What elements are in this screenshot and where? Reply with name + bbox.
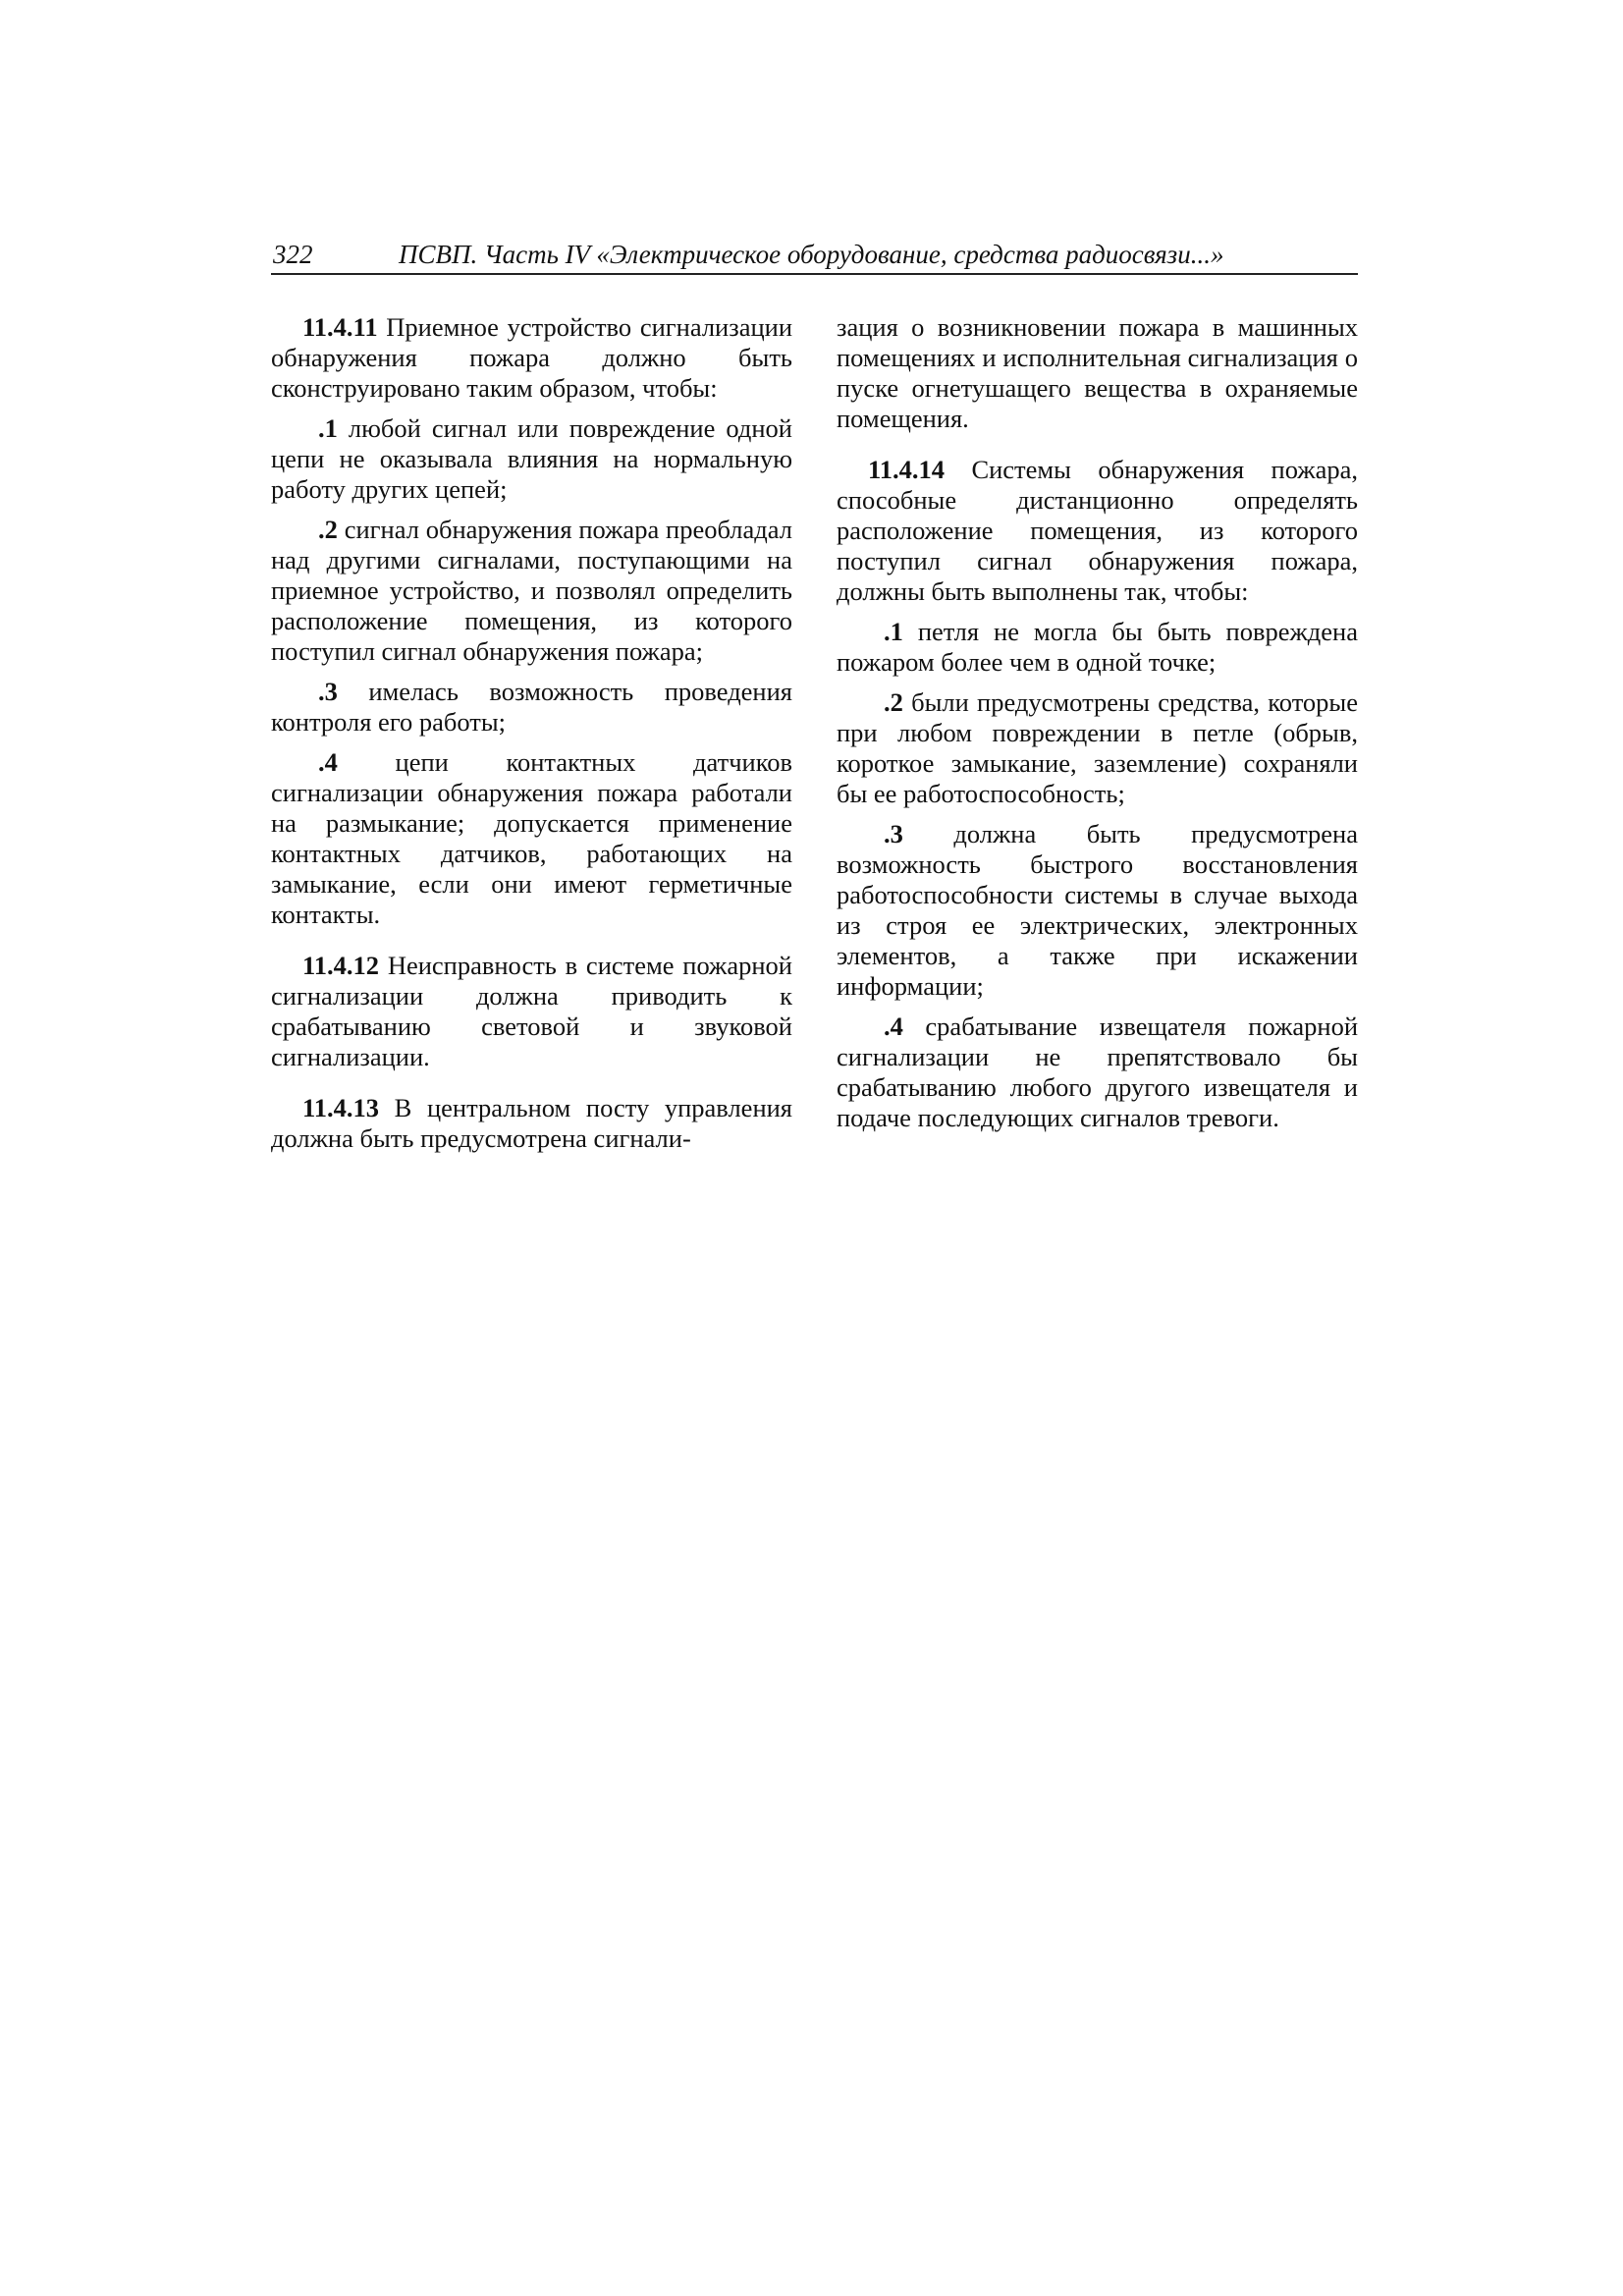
subclause-2 bbox=[837, 687, 1358, 809]
subclause-number: .4 bbox=[318, 747, 338, 777]
clause-number: 11.4.12 bbox=[302, 951, 380, 980]
page-number: 322 bbox=[273, 240, 313, 269]
right-column bbox=[837, 312, 1358, 1133]
clause-11-4-14 bbox=[837, 455, 1358, 607]
clause-text: Неисправность в системе пожарной сигнализации должна приводить к срабатыванию световой и звуковой сигнализации. bbox=[271, 951, 792, 1071]
clause-11-4-13-continued bbox=[837, 312, 1358, 434]
subclause-number: .3 bbox=[884, 819, 903, 848]
clause-text: зация о возникновении пожара в машинных помещениях и исполнительная сигнализация о пуске огнетушащего вещества в охраняемые помещения. bbox=[837, 312, 1358, 433]
subclause-text: сигнал обнаружения пожара преобладал над другими сигналами, поступающими на приемное устройство, и позволял определить расположение помещения, из которого поступил сигнал обнаружения пожара; bbox=[271, 515, 792, 666]
clause-text: В центральном посту управления должна быть предусмотрена сигнали- bbox=[271, 1093, 792, 1153]
subclause-2 bbox=[271, 515, 792, 667]
subclause-text: петля не могла бы быть повреждена пожаром более чем в одной точке; bbox=[837, 617, 1358, 677]
subclause-number: .2 bbox=[884, 687, 903, 717]
subclause-text: любой сигнал или повреждение одной цепи не оказывала влияния на нормальную работу других цепей; bbox=[271, 413, 792, 504]
subclause-text: цепи контактных датчиков сигнализации обнаружения пожара работали на размыкание; допускается применение контактных датчиков, работающих на замыкание, если они имеют герметичные контакты. bbox=[271, 747, 792, 929]
subclause-4 bbox=[271, 747, 792, 930]
clause-11-4-12 bbox=[271, 951, 792, 1072]
clause-11-4-11 bbox=[271, 312, 792, 404]
subclause-number: .1 bbox=[884, 617, 903, 646]
clause-text: Приемное устройство сигнализации обнаружения пожара должно быть сконструировано таким образом, чтобы: bbox=[271, 312, 792, 403]
subclause-3 bbox=[837, 819, 1358, 1002]
subclause-text: были предусмотрены средства, которые при любом повреждении в петле (обрыв, короткое замыкание, заземление) сохраняли бы ее работоспособность; bbox=[837, 687, 1358, 808]
subclause-3 bbox=[271, 677, 792, 738]
subclause-text: имелась возможность проведения контроля его работы; bbox=[271, 677, 792, 737]
subclause-1 bbox=[837, 617, 1358, 678]
subclause-text: должна быть предусмотрена возможность быстрого восстановления работоспособности системы в случае выхода из строя ее электрических, электронных элементов, а также при искажении информации; bbox=[837, 819, 1358, 1001]
subclause-number: .2 bbox=[318, 515, 338, 544]
subclause-number: .1 bbox=[318, 413, 338, 443]
subclause-1 bbox=[271, 413, 792, 505]
clause-number: 11.4.13 bbox=[302, 1093, 380, 1122]
clause-11-4-13 bbox=[271, 1093, 792, 1154]
header-title: ПСВП. Часть IV «Электрическое оборудование, средства радиосвязи...» bbox=[399, 240, 1224, 269]
subclause-4 bbox=[837, 1011, 1358, 1133]
clause-number: 11.4.14 bbox=[868, 455, 946, 484]
clause-number: 11.4.11 bbox=[302, 312, 378, 342]
left-column bbox=[271, 312, 792, 1154]
subclause-text: срабатывание извещателя пожарной сигнализации не препятствовало бы срабатыванию любого другого извещателя и подаче последующих сигналов тревоги. bbox=[837, 1011, 1358, 1132]
subclause-number: .3 bbox=[318, 677, 338, 706]
running-header bbox=[271, 236, 1358, 275]
subclause-number: .4 bbox=[884, 1011, 903, 1041]
clause-text: Системы обнаружения пожара, способные дистанционно определять расположение помещения, из которого поступил сигнал обнаружения пожара, должны быть выполнены так, чтобы: bbox=[837, 455, 1358, 606]
